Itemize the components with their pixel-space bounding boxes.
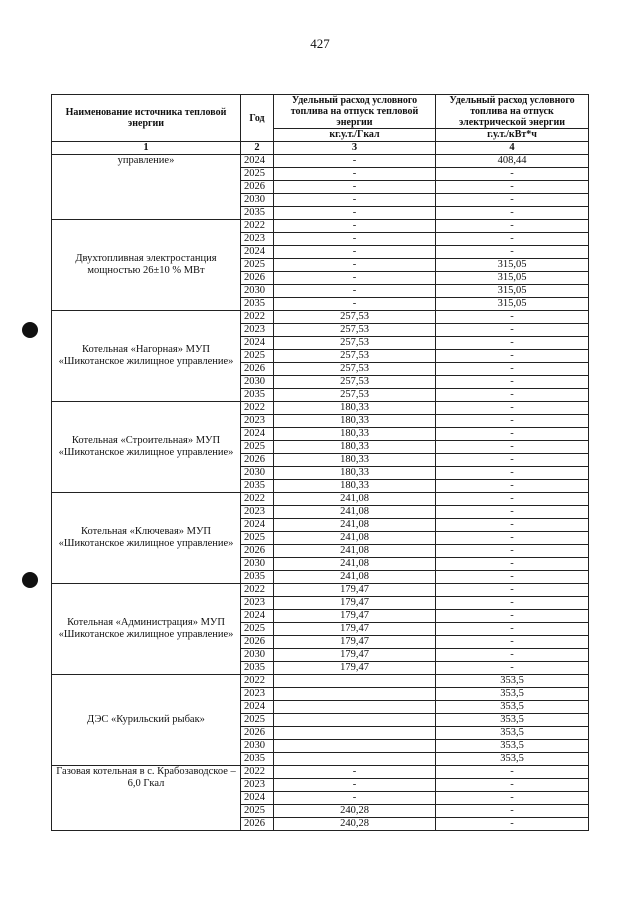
heat-value-cell: - [274,298,436,311]
heat-value-cell: 241,08 [274,519,436,532]
electric-value-cell: - [436,194,589,207]
year-cell: 2030 [241,740,274,753]
table-body [52,155,589,831]
electric-value-cell: - [436,181,589,194]
electric-value-cell: - [436,792,589,805]
heat-value-cell: 257,53 [274,389,436,402]
year-cell: 2024 [241,519,274,532]
electric-value-cell: - [436,818,589,831]
header-year: Год [241,95,274,142]
heat-value-cell: - [274,285,436,298]
heat-value-cell: 257,53 [274,311,436,324]
electric-value-cell: - [436,623,589,636]
electric-value-cell: 353,5 [436,753,589,766]
heat-value-cell [274,714,436,727]
year-cell: 2025 [241,714,274,727]
heat-value-cell: 180,33 [274,428,436,441]
electric-value-cell: - [436,610,589,623]
electric-value-cell: - [436,766,589,779]
column-number: 4 [436,142,589,155]
electric-value-cell: 315,05 [436,272,589,285]
year-cell: 2035 [241,662,274,675]
electric-value-cell: - [436,337,589,350]
table-row [52,402,589,415]
electric-value-cell: - [436,220,589,233]
heat-value-cell: 180,33 [274,402,436,415]
electric-value-cell: - [436,168,589,181]
year-cell: 2026 [241,636,274,649]
electric-value-cell: 315,05 [436,259,589,272]
heat-value-cell: - [274,792,436,805]
electric-value-cell: - [436,311,589,324]
heat-value-cell: 179,47 [274,623,436,636]
electric-value-cell: - [436,532,589,545]
year-cell: 2023 [241,324,274,337]
heat-value-cell: - [274,194,436,207]
heat-value-cell: 241,08 [274,571,436,584]
heat-value-cell: 240,28 [274,805,436,818]
heat-value-cell: - [274,259,436,272]
heat-value-cell: - [274,272,436,285]
year-cell: 2035 [241,207,274,220]
heat-value-cell: 180,33 [274,454,436,467]
electric-value-cell: 353,5 [436,714,589,727]
year-cell: 2030 [241,376,274,389]
year-cell: 2025 [241,441,274,454]
year-cell: 2035 [241,571,274,584]
year-cell: 2022 [241,675,274,688]
heat-value-cell: - [274,181,436,194]
electric-value-cell: - [436,350,589,363]
year-cell: 2024 [241,792,274,805]
table-row [52,311,589,324]
table-row [52,766,589,779]
heat-value-cell: - [274,246,436,259]
year-cell: 2022 [241,766,274,779]
electric-value-cell: - [436,363,589,376]
heat-value-cell: 179,47 [274,597,436,610]
electric-value-cell: - [436,233,589,246]
electric-value-cell: - [436,441,589,454]
electric-value-cell: 353,5 [436,701,589,714]
heat-value-cell: - [274,766,436,779]
year-cell: 2022 [241,584,274,597]
heat-value-cell: 241,08 [274,558,436,571]
table-row [52,155,589,168]
heat-value-cell: 241,08 [274,545,436,558]
source-name-cell: управление» [52,155,241,220]
source-name-cell: Котельная «Строительная» МУП «Шикотанское жилищное управление» [52,402,241,493]
year-cell: 2023 [241,233,274,246]
header-heat-consumption: Удельный расход условного топлива на отпуск тепловой энергии [274,95,436,129]
column-number: 3 [274,142,436,155]
heat-value-cell [274,727,436,740]
heat-value-cell: 240,28 [274,818,436,831]
year-cell: 2024 [241,246,274,259]
punch-hole [22,322,38,338]
year-cell: 2024 [241,428,274,441]
heat-value-cell: 257,53 [274,337,436,350]
source-name-cell: Котельная «Администрация» МУП «Шикотанское жилищное управление» [52,584,241,675]
heat-value-cell [274,701,436,714]
header-heat-unit: кг.у.т./Гкал [274,129,436,142]
year-cell: 2022 [241,493,274,506]
electric-value-cell: - [436,662,589,675]
year-cell: 2022 [241,311,274,324]
source-name-cell: Газовая котельная в с. Крабозаводское – 6,0 Гкал [52,766,241,831]
heat-value-cell [274,688,436,701]
year-cell: 2026 [241,545,274,558]
year-cell: 2023 [241,506,274,519]
electric-value-cell: - [436,584,589,597]
electric-value-cell: - [436,376,589,389]
electric-value-cell: - [436,545,589,558]
heat-value-cell: 241,08 [274,506,436,519]
year-cell: 2025 [241,805,274,818]
heat-value-cell: - [274,233,436,246]
heat-value-cell: - [274,207,436,220]
source-name-cell: Котельная «Ключевая» МУП «Шикотанское жилищное управление» [52,493,241,584]
heat-value-cell: 241,08 [274,532,436,545]
column-number: 2 [241,142,274,155]
year-cell: 2025 [241,532,274,545]
year-cell: 2024 [241,155,274,168]
electric-value-cell: - [436,597,589,610]
heat-value-cell: 257,53 [274,350,436,363]
header-electric-consumption: Удельный расход условного топлива на отпуск электрической энергии [436,95,589,129]
year-cell: 2022 [241,220,274,233]
electric-value-cell: - [436,779,589,792]
heat-value-cell: - [274,220,436,233]
year-cell: 2030 [241,558,274,571]
electric-value-cell: 353,5 [436,727,589,740]
heat-value-cell: 179,47 [274,662,436,675]
year-cell: 2035 [241,389,274,402]
year-cell: 2024 [241,337,274,350]
heat-value-cell: - [274,155,436,168]
electric-value-cell: 353,5 [436,688,589,701]
electric-value-cell: - [436,519,589,532]
punch-hole [22,572,38,588]
heat-value-cell: 179,47 [274,610,436,623]
heat-value-cell: 180,33 [274,441,436,454]
electric-value-cell: - [436,805,589,818]
electric-value-cell: - [436,480,589,493]
year-cell: 2025 [241,350,274,363]
year-cell: 2026 [241,363,274,376]
fuel-consumption-table [51,94,589,831]
year-cell: 2030 [241,467,274,480]
year-cell: 2024 [241,701,274,714]
header-source-name: Наименование источника тепловой энергии [52,95,241,142]
electric-value-cell: - [436,506,589,519]
year-cell: 2023 [241,415,274,428]
electric-value-cell: - [436,415,589,428]
page-number: 427 [310,36,330,51]
year-cell: 2025 [241,168,274,181]
heat-value-cell: - [274,779,436,792]
heat-value-cell: 179,47 [274,649,436,662]
header-electric-unit: г.у.т./кВт*ч [436,129,589,142]
electric-value-cell: 353,5 [436,740,589,753]
year-cell: 2023 [241,779,274,792]
electric-value-cell: - [436,467,589,480]
source-name-cell: Двухтопливная электростанция мощностью 26±10 % МВт [52,220,241,311]
heat-value-cell: 179,47 [274,584,436,597]
electric-value-cell: - [436,428,589,441]
heat-value-cell: 257,53 [274,363,436,376]
table-row [52,493,589,506]
year-cell: 2030 [241,649,274,662]
table-row [52,675,589,688]
electric-value-cell: - [436,636,589,649]
year-cell: 2024 [241,610,274,623]
heat-value-cell [274,675,436,688]
year-cell: 2026 [241,181,274,194]
table-row [52,220,589,233]
year-cell: 2030 [241,194,274,207]
year-cell: 2026 [241,727,274,740]
year-cell: 2023 [241,597,274,610]
year-cell: 2035 [241,480,274,493]
electric-value-cell: 315,05 [436,285,589,298]
source-name-cell: ДЭС «Курильский рыбак» [52,675,241,766]
heat-value-cell: 241,08 [274,493,436,506]
year-cell: 2035 [241,298,274,311]
year-cell: 2023 [241,688,274,701]
electric-value-cell: - [436,207,589,220]
heat-value-cell [274,740,436,753]
electric-value-cell: - [436,389,589,402]
electric-value-cell: - [436,649,589,662]
year-cell: 2026 [241,454,274,467]
electric-value-cell: - [436,571,589,584]
year-cell: 2022 [241,402,274,415]
electric-value-cell: - [436,493,589,506]
year-cell: 2030 [241,285,274,298]
year-cell: 2025 [241,623,274,636]
electric-value-cell: 353,5 [436,675,589,688]
year-cell: 2026 [241,818,274,831]
heat-value-cell: - [274,168,436,181]
heat-value-cell: 179,47 [274,636,436,649]
electric-value-cell: - [436,454,589,467]
electric-value-cell: 408,44 [436,155,589,168]
year-cell: 2035 [241,753,274,766]
heat-value-cell [274,753,436,766]
heat-value-cell: 180,33 [274,415,436,428]
table-row [52,584,589,597]
year-cell: 2025 [241,259,274,272]
column-number: 1 [52,142,241,155]
electric-value-cell: - [436,246,589,259]
electric-value-cell: - [436,402,589,415]
source-name-cell: Котельная «Нагорная» МУП «Шикотанское жилищное управление» [52,311,241,402]
electric-value-cell: - [436,324,589,337]
heat-value-cell: 257,53 [274,324,436,337]
heat-value-cell: 257,53 [274,376,436,389]
electric-value-cell: - [436,558,589,571]
heat-value-cell: 180,33 [274,480,436,493]
heat-value-cell: 180,33 [274,467,436,480]
year-cell: 2026 [241,272,274,285]
electric-value-cell: 315,05 [436,298,589,311]
